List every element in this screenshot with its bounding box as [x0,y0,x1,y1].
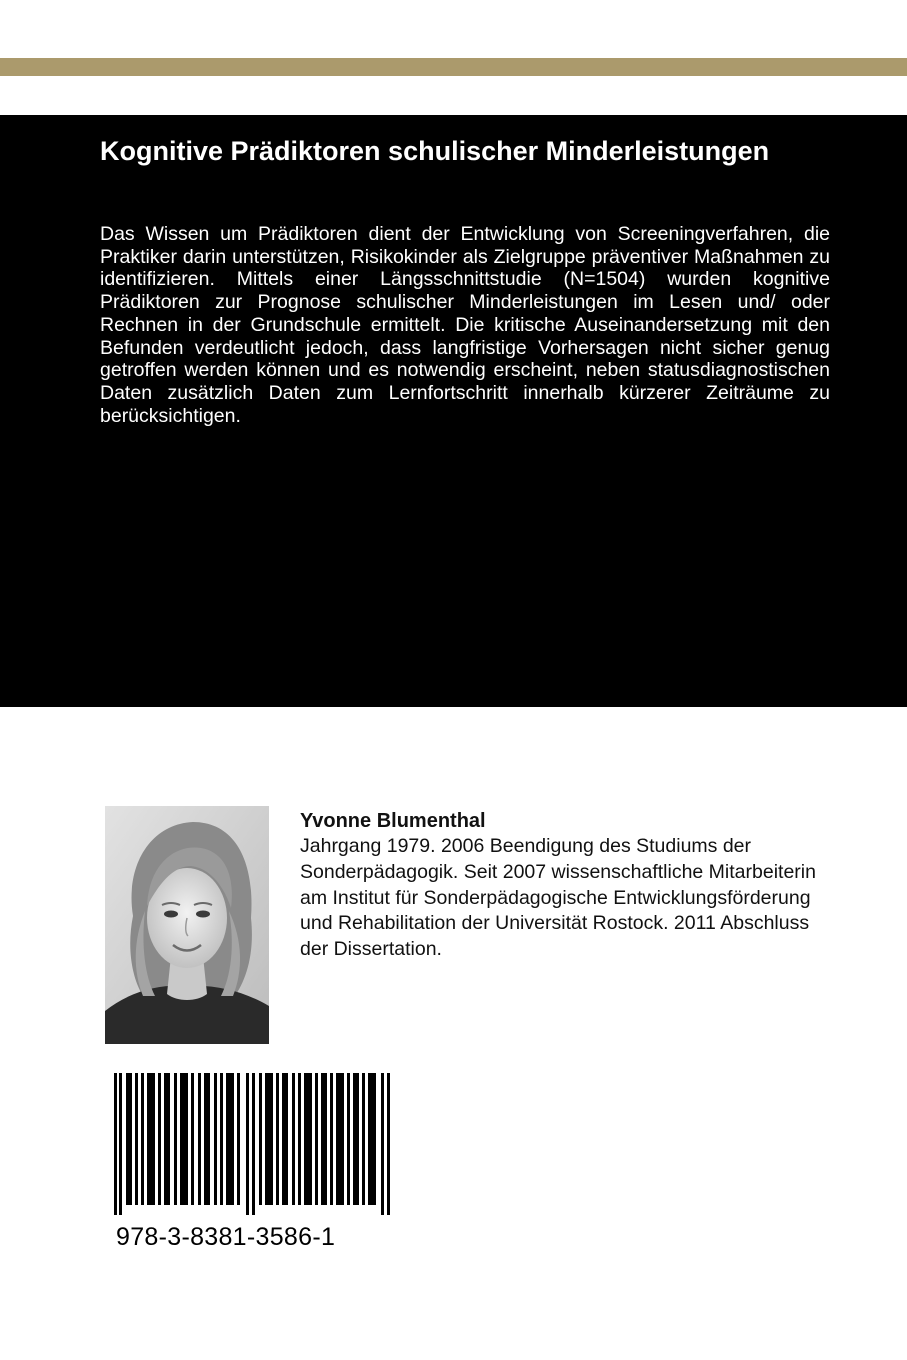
author-name: Yvonne Blumenthal [300,810,486,832]
barcode-icon [114,1073,392,1215]
book-title: Kognitive Prädiktoren schulischer Minderleistungen [100,136,770,166]
isbn-number: 978-3-8381-3586-1 [116,1223,336,1251]
author-bio: Jahrgang 1979. 2006 Beendigung des Studiums der Sonderpädagogik. Seit 2007 wissenschaftliche Mitarbeiterin am Institut für Sonderpädagogische Entwicklungsförderung und Rehabilitation der Universität Rostock. 2011 Abschluss der Dissertation. [300,835,816,961]
author-photo [105,806,269,1044]
accent-band [0,58,907,76]
book-blurb: Das Wissen um Prädiktoren dient der Entwicklung von Screeningverfahren, die Praktiker darin unterstützen, Risikokinder als Zielgruppe präventiver Maßnahmen zu identifizieren. Mittels einer Längsschnittstudie (N=1504) wurden kognitive Prädiktoren zur Prognose schulischer Minderleistungen im Lesen und/ oder Rechnen in der Grundschule ermittelt. Die kritische Auseinandersetzung mit den Befunden verdeutlicht jedoch, dass langfristige Vorhersagen nicht sicher genug getroffen werden können und es notwendig erscheint, neben statusdiagnostischen Daten zusätzlich Daten zum Lernfortschritt innerhalb kürzerer Zeiträume zu berücksichtigen. [100,223,830,427]
portrait-photo-icon [105,806,269,1044]
